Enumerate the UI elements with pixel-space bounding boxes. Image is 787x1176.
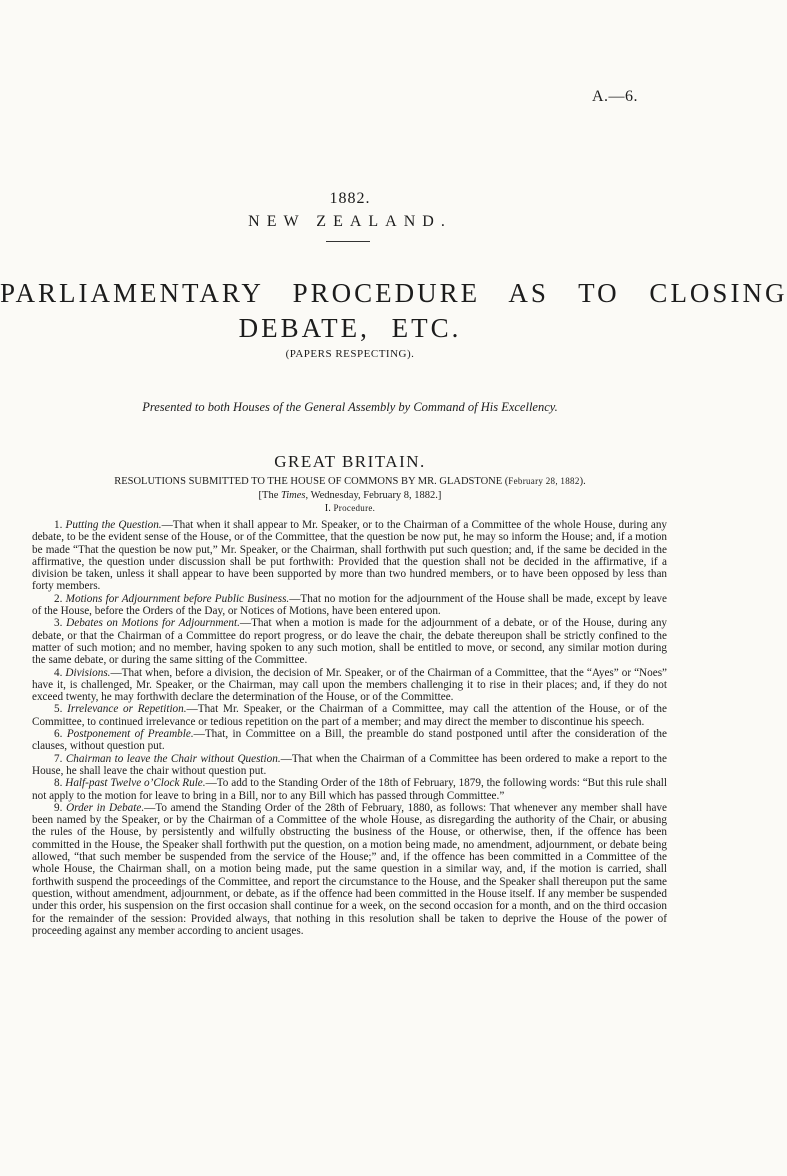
country-heading: NEW ZEALAND. bbox=[248, 213, 452, 230]
paragraph-heading: Debates on Motions for Adjournment. bbox=[66, 617, 240, 630]
paragraph bbox=[32, 667, 667, 704]
paragraph-number: 4. bbox=[54, 666, 66, 679]
paragraph bbox=[32, 519, 667, 593]
paragraph bbox=[32, 753, 667, 778]
paragraph-number: 8. bbox=[54, 777, 66, 790]
resolutions-close: ). bbox=[579, 476, 586, 487]
paragraph-text: —That, in Committee on a Bill, the preamble do stand postponed until after the consideration of the clauses, without question put. bbox=[32, 728, 667, 753]
paragraph-text: —That Mr. Speaker, or the Chairman of a Committee, may call the attention of the House, or of the Committee, to continued irrelevance or tedious repetition on the part of a member; and may direct the member to discontinue his speech. bbox=[32, 703, 667, 728]
paragraph bbox=[32, 728, 667, 753]
paragraph-heading: Motions for Adjournment before Public Business. bbox=[65, 592, 290, 605]
paragraph-number: 6. bbox=[54, 728, 67, 741]
resolutions-body bbox=[32, 519, 667, 937]
title-line-1: PARLIAMENTARY PROCEDURE AS TO CLOSING bbox=[0, 278, 787, 308]
paragraph-text: —That when, before a division, the decision of Mr. Speaker, or of the Chairman of a Committee, that the “Ayes” or “Noes” have it, is challenged, Mr. Speaker, or the Chairman, may call upon the members challenging it to rise in their places; and, if they do not exceed twenty, he may forthwith declare the determination of the House, or of the Committee. bbox=[32, 666, 668, 704]
subtitle: (PAPERS RESPECTING). bbox=[285, 348, 415, 360]
paragraph bbox=[32, 593, 667, 618]
paragraph bbox=[32, 777, 667, 802]
paragraph-heading: Postponement of Preamble. bbox=[66, 728, 194, 741]
section-number: I. bbox=[324, 503, 334, 514]
page-identifier: A.—6. bbox=[591, 88, 638, 105]
paragraph-text: —To add to the Standing Order of the 18th of February, 1879, the following words: “But this rule shall not apply to the motion for leave to bring in a Bill, nor to any Bill which has passed through Committee.” bbox=[32, 777, 667, 802]
citation-open: [The bbox=[258, 490, 281, 501]
paragraph-number: 2. bbox=[54, 592, 66, 605]
year: 1882. bbox=[329, 190, 371, 207]
paragraph-heading: Putting the Question. bbox=[65, 519, 162, 531]
resolutions-date: February 28, 1882 bbox=[508, 476, 580, 486]
section-title: Procedure. bbox=[333, 503, 376, 513]
paragraph-heading: Chairman to leave the Chair without Question. bbox=[65, 752, 281, 765]
paragraph-text: —That when the Chairman of a Committee has been ordered to make a report to the House, he shall leave the chair without question put. bbox=[32, 752, 667, 777]
divider bbox=[326, 241, 370, 242]
paragraph-number: 1. bbox=[54, 519, 66, 531]
paragraph bbox=[32, 703, 667, 728]
paragraph-text: —That when it shall appear to Mr. Speaker, or to the Chairman of a Committee of the whole House, during any debate, to be the evident sense of the House, or of the Committee, that the question be now put, he may so inform the House; and, if a motion be made “That the question be now put,” Mr. Speaker, or the Chairman, shall forthwith put such question; and, if the same be decided in the affirmative, the question under discussion shall be put forthwith: Provided that the question shall not be decided in the affirmative, if a division be taken, unless it shall appear to have been supported by more than two hundred members, or to have been opposed by less than forty members. bbox=[32, 519, 668, 593]
paragraph-number: 9. bbox=[54, 801, 67, 814]
section-heading bbox=[0, 503, 700, 514]
paragraph-number: 7. bbox=[54, 752, 66, 765]
paragraph-text: —To amend the Standing Order of the 28th of February, 1880, as follows: That whenever any member shall have been named by the Speaker, or by the Chairman of a Committee of the whole House, as disregarding the authority of the Chair, or abusing the rules of the House, by persistently and wilfully obstructing the business of the House, or otherwise, then, if the offence has been committed in the House, the Speaker shall forthwith put the question, on a motion being made, no amendment, adjournment, or debate being allowed, “that such member be suspended from the service of the House;” and, if the offence has been committed in a Committee of the whole House, the Chairman shall, on a motion being made, put the same question in a similar way, and, if the motion is carried, shall forthwith suspend the proceedings of the Committee, and report the circumstance to the House, and the Speaker shall thereupon put the same question, without amendment, adjournment, or debate, as if the offence had been committed in the House itself. If any member be suspended under this order, his suspension on the first occasion shall continue for a week, on the second occasion for a month, and on the third occasion for the remainder of the session: Provided always, that nothing in this resolution shall be taken to deprive the House of the power of proceeding against any member according to ancient usages. bbox=[32, 801, 667, 937]
paragraph bbox=[32, 802, 667, 937]
paragraph-number: 5. bbox=[54, 703, 68, 716]
paragraph-heading: Divisions. bbox=[65, 666, 111, 679]
paragraph-number: 3. bbox=[54, 617, 67, 630]
paragraph-heading: Half-past Twelve o’Clock Rule. bbox=[65, 777, 206, 790]
resolutions-heading-text: RESOLUTIONS SUBMITTED TO THE HOUSE OF COMMONS BY MR. GLADSTONE ( bbox=[114, 476, 509, 487]
citation-rest: , Wednesday, February 8, 1882.] bbox=[305, 490, 442, 501]
citation-paper: Times bbox=[281, 490, 306, 501]
paragraph-text: —That no motion for the adjournment of the House shall be made, except by leave of the House, before the Orders of the Day, or Notices of Motions, have been entered upon. bbox=[32, 592, 667, 618]
citation bbox=[0, 490, 700, 501]
paragraph-text: —That when a motion is made for the adjournment of a debate, or of the House, during any debate, or that the Chairman of a Committee do report progress, or do leave the chair, the debate thereupon shall be strictly confined to the matter of such motion; and no member, having spoken to any such motion, shall be entitled to move, or second, any similar motion during the same debate, or during the same sitting of the Committee. bbox=[32, 617, 668, 667]
paragraph bbox=[32, 617, 667, 666]
resolutions-heading bbox=[0, 476, 700, 487]
section-country: GREAT BRITAIN. bbox=[274, 452, 426, 471]
presented-line: Presented to both Houses of the General Assembly by Command of His Excellency. bbox=[142, 400, 558, 414]
paragraph-heading: Order in Debate. bbox=[66, 801, 145, 814]
paragraph-heading: Irrelevance or Repetition. bbox=[67, 703, 187, 716]
title-line-2: DEBATE, ETC. bbox=[238, 313, 462, 343]
